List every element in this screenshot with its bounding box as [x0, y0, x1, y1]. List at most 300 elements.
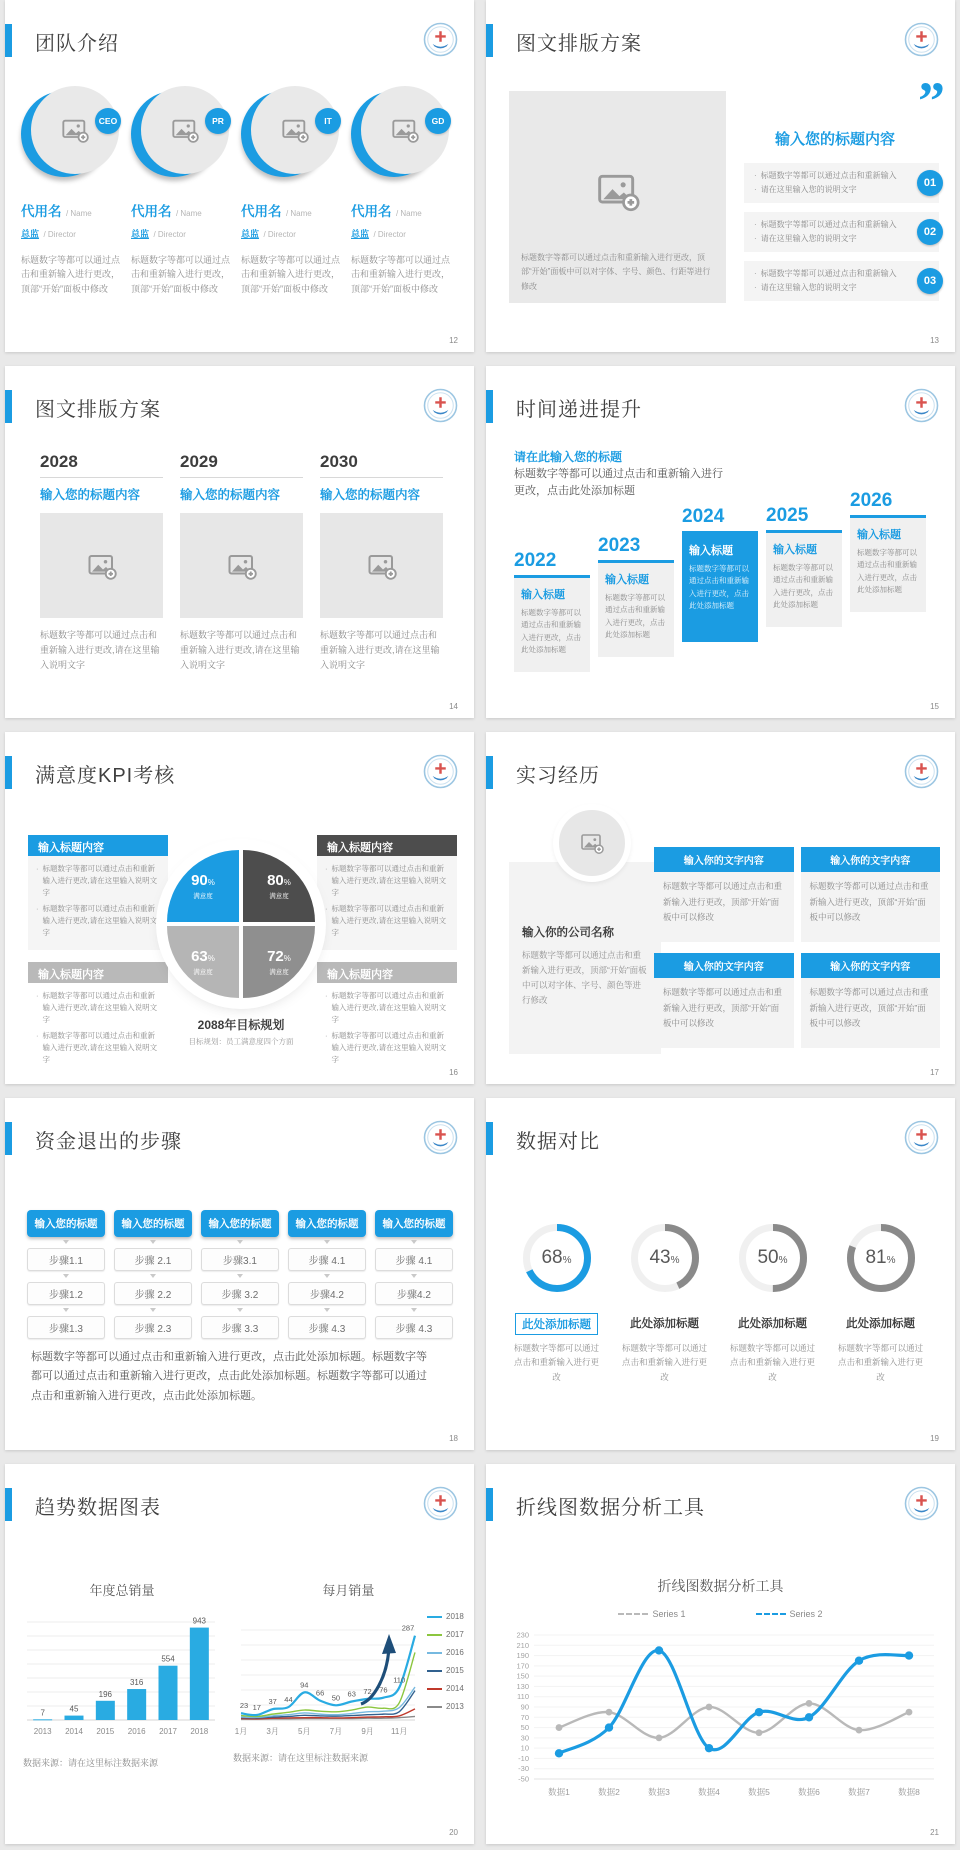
card-body: 标题数字等都可以通过点击和重新输入进行更改，顶部“开始”面板中可以修改 [654, 978, 794, 1048]
accent-bar [5, 24, 12, 57]
year-label: 2030 [320, 452, 443, 478]
donut-row [510, 1216, 927, 1384]
goal-subtitle: 目标规划：员工满意度四个方面 [188, 1037, 294, 1046]
slide-14-image-text-layout[interactable] [5, 366, 474, 718]
experience-card [654, 953, 794, 1048]
slide-13-image-text-layout[interactable] [486, 0, 955, 352]
image-add-icon [367, 551, 397, 581]
panel-header: 输入标题内容 [317, 835, 457, 856]
slide-header [486, 1098, 955, 1160]
caret-down-icon [324, 1274, 330, 1281]
step-box: 步骤4.2 [288, 1282, 366, 1305]
member-role: 总监 [241, 229, 260, 239]
donut-desc: 标题数字等都可以通过点击和重新输入进行更改 [837, 1343, 923, 1382]
card-body: 标题数字等都可以通过点击和重新输入进行更改，顶部“开始”面板中可以修改 [801, 978, 941, 1048]
svg-text:2015: 2015 [96, 1727, 115, 1736]
member-name-en: / Name [175, 209, 202, 218]
legend-swatch [427, 1706, 442, 1708]
page-number: 18 [449, 1434, 458, 1443]
legend-item: 2014 [427, 1684, 464, 1693]
page-number: 13 [930, 336, 939, 345]
svg-text:23: 23 [239, 1701, 249, 1711]
column-header-button: 输入您的标题 [201, 1210, 279, 1237]
step-title: 输入标题 [689, 545, 733, 557]
bullet-text: 标题数字等都可以通过点击和重新输入进行更改,请在这里输入说明文字 [42, 904, 158, 937]
svg-text:190: 190 [516, 1651, 529, 1661]
image-placeholder-box [180, 513, 303, 618]
slide-title: 图文排版方案 [516, 33, 642, 55]
accent-bar [486, 24, 493, 57]
slide-20-trend-charts[interactable] [5, 1464, 474, 1844]
quadrant-pie [165, 848, 317, 1000]
list-line: 请在这里输入您的说明文字 [760, 283, 857, 293]
svg-text:数据1: 数据1 [548, 1787, 570, 1797]
donut-label: 此处添加标题 [846, 1318, 915, 1330]
line-chart [233, 1602, 425, 1742]
member-role-en: / Director [373, 230, 406, 239]
list-item: · 标题数字等都可以通过点击和重新输入 · 请在这里输入您的说明文字 02 [744, 212, 939, 252]
annual-sales-chart [23, 1580, 221, 1769]
image-placeholder-box [40, 513, 163, 618]
role-badge: IT [315, 108, 341, 134]
pie-quadrant: 90% 满意度 [167, 850, 239, 922]
svg-text:2016: 2016 [127, 1727, 146, 1736]
slide-17-internship[interactable] [486, 732, 955, 1084]
page-number: 16 [449, 1068, 458, 1077]
svg-text:554: 554 [161, 1654, 175, 1664]
accent-bar [5, 1122, 12, 1155]
svg-text:10: 10 [520, 1743, 529, 1753]
step-box: 步骤 3.3 [201, 1316, 279, 1339]
list-line: 标题数字等都可以通过点击和重新输入 [760, 171, 897, 180]
member-desc: 标题数字等都可以通过点击和重新输入进行更改，顶部“开始”面板中修改 [351, 255, 451, 294]
avatar [241, 86, 339, 184]
slide-header [5, 1464, 474, 1526]
svg-text:3月: 3月 [266, 1727, 279, 1736]
donut-item [618, 1216, 711, 1384]
lead-text: 标题数字等都可以通过点击和重新输入进行更改，点击此处添加标题 [514, 468, 723, 498]
step-text: 标题数字等都可以通过点击和重新输入进行更改，点击此处添加标题 [605, 593, 665, 640]
step-box: 步骤 2.3 [114, 1316, 192, 1339]
member-role: 总监 [131, 229, 150, 239]
slide-title: 时间递进提升 [516, 399, 642, 421]
svg-text:5月: 5月 [298, 1727, 311, 1736]
donut-chart: 50 % [731, 1216, 815, 1300]
card-header: 输入你的文字内容 [801, 953, 941, 978]
svg-text:11月: 11月 [391, 1727, 408, 1736]
role-badge: CEO [95, 108, 121, 134]
image-placeholder-box [320, 513, 443, 618]
company-name: 输入你的公司名称 [522, 927, 614, 939]
svg-text:45: 45 [69, 1704, 79, 1714]
hospital-emblem-icon [904, 1486, 939, 1521]
chart-legend [486, 1609, 955, 1619]
svg-text:9月: 9月 [361, 1727, 374, 1736]
step-box: 步骤 2.2 [114, 1282, 192, 1305]
svg-text:63: 63 [347, 1689, 356, 1699]
donut-chart: 43 % [623, 1216, 707, 1300]
number-badge: 02 [917, 219, 943, 245]
legend-item: 2013 [427, 1702, 464, 1711]
slide-header [486, 732, 955, 794]
number-badge: 01 [917, 170, 943, 196]
step-text: 标题数字等都可以通过点击和重新输入进行更改，点击此处添加标题 [773, 563, 833, 610]
panel-header: 输入标题内容 [28, 835, 168, 856]
bullet-text: 标题数字等都可以通过点击和重新输入进行更改,请在这里输入说明文字 [331, 864, 447, 897]
legend-item: Series 1 [618, 1609, 685, 1619]
panel-body: · 标题数字等都可以通过点击和重新输入进行更改,请在这里输入说明文字 · 标题数字等都可以通过点击和重新输入进行更改,请在这里输入说明文字 [317, 983, 457, 1077]
hospital-emblem-icon [423, 754, 458, 789]
company-desc: 标题数字等都可以通过点击和重新输入进行更改，顶部“开始”面板中可以对字体、字号、颜色等进行修改 [522, 950, 647, 1005]
caret-down-icon [411, 1240, 417, 1247]
pie-quadrant: 80% 满意度 [243, 850, 315, 922]
source-note: 数据来源：请在这里标注数据来源 [23, 1758, 159, 1768]
step-text: 标题数字等都可以通过点击和重新输入进行更改，点击此处添加标题 [857, 548, 917, 595]
step-box: 步骤 4.1 [375, 1248, 453, 1271]
svg-text:70: 70 [520, 1712, 529, 1722]
image-add-icon [171, 116, 199, 144]
svg-text:数据2: 数据2 [598, 1787, 620, 1797]
slide-12-team-intro[interactable] [5, 0, 474, 352]
page-number: 21 [930, 1828, 939, 1837]
svg-text:数据4: 数据4 [698, 1787, 720, 1797]
column-header-button: 输入您的标题 [375, 1210, 453, 1237]
legend-swatch [427, 1634, 442, 1636]
svg-text:90: 90 [520, 1702, 529, 1712]
panel-body: · 标题数字等都可以通过点击和重新输入进行更改,请在这里输入说明文字 · 标题数字等都可以通过点击和重新输入进行更改,请在这里输入说明文字 [28, 856, 168, 950]
card-header: 输入你的文字内容 [801, 847, 941, 872]
donut-label: 此处添加标题 [630, 1318, 699, 1330]
page-number: 12 [449, 336, 458, 345]
svg-text:230: 230 [516, 1630, 529, 1640]
step-box: 步骤 2.1 [114, 1248, 192, 1271]
svg-text:-50: -50 [518, 1774, 529, 1784]
slide-header [5, 732, 474, 794]
step-column [375, 1210, 453, 1339]
member-name-en: / Name [395, 209, 422, 218]
timeline-year: 2022 [514, 550, 557, 571]
svg-text:-30: -30 [518, 1764, 529, 1774]
bullet-text: 标题数字等都可以通过点击和重新输入进行更改,请在这里输入说明文字 [331, 904, 447, 937]
legend-swatch [756, 1613, 786, 1615]
step-text: 标题数字等都可以通过点击和重新输入进行更改，点击此处添加标题 [521, 608, 581, 655]
caret-down-icon [411, 1308, 417, 1315]
svg-text:1月: 1月 [234, 1727, 248, 1736]
svg-text:150: 150 [516, 1671, 529, 1681]
slide-21-line-tool[interactable] [486, 1464, 955, 1844]
legend-swatch [618, 1613, 648, 1615]
svg-text:110: 110 [393, 1675, 406, 1685]
card-body: 标题数字等都可以通过点击和重新输入进行更改，顶部“开始”面板中可以修改 [801, 872, 941, 942]
role-badge: GD [425, 108, 451, 134]
image-placeholder-box [509, 91, 726, 303]
svg-text:2018: 2018 [190, 1727, 209, 1736]
svg-text:-10: -10 [518, 1753, 529, 1763]
year-column [180, 452, 303, 673]
caret-down-icon [63, 1240, 69, 1247]
member-desc: 标题数字等都可以通过点击和重新输入进行更改，顶部“开始”面板中修改 [21, 255, 121, 294]
svg-text:2017: 2017 [159, 1727, 177, 1736]
member-role: 总监 [21, 229, 40, 239]
slide-title: 团队介绍 [35, 33, 119, 55]
number-badge: 03 [917, 268, 943, 294]
year-column [320, 452, 443, 673]
caret-down-icon [63, 1308, 69, 1315]
company-avatar [553, 804, 631, 882]
step-box: 步骤1.1 [27, 1248, 105, 1271]
caret-down-icon [150, 1308, 156, 1315]
company-card [509, 862, 661, 1054]
svg-text:210: 210 [516, 1640, 529, 1650]
chart-legend [427, 1602, 464, 1742]
svg-text:数据7: 数据7 [848, 1787, 870, 1797]
image-add-icon [227, 551, 257, 581]
member-role-en: / Director [263, 230, 296, 239]
hospital-emblem-icon [423, 1486, 458, 1521]
monthly-sales-chart [233, 1580, 464, 1769]
bullet-text: 标题数字等都可以通过点击和重新输入进行更改,请在这里输入说明文字 [42, 1031, 158, 1064]
svg-text:30: 30 [520, 1733, 529, 1743]
svg-text:数据5: 数据5 [748, 1787, 770, 1797]
accent-bar [486, 1122, 493, 1155]
experience-cards [654, 847, 940, 1048]
goal-title: 2088年目标规划 [197, 1018, 285, 1032]
panel-body: · 标题数字等都可以通过点击和重新输入进行更改,请在这里输入说明文字 · 标题数字等都可以通过点击和重新输入进行更改,请在这里输入说明文字 [317, 856, 457, 950]
avatar [351, 86, 449, 184]
slide-title: 资金退出的步骤 [35, 1131, 182, 1153]
member-role: 总监 [351, 229, 370, 239]
slide-title: 实习经历 [516, 765, 600, 787]
page-number: 15 [930, 702, 939, 711]
hospital-emblem-icon [904, 754, 939, 789]
timeline-step [850, 490, 926, 612]
svg-text:196: 196 [98, 1689, 113, 1699]
member-name-en: / Name [65, 209, 92, 218]
experience-card [801, 847, 941, 942]
timeline-year: 2023 [598, 535, 641, 556]
legend-item: 2015 [427, 1666, 464, 1675]
panel-body: · 标题数字等都可以通过点击和重新输入进行更改,请在这里输入说明文字 · 标题数字等都可以通过点击和重新输入进行更改,请在这里输入说明文字 [28, 983, 168, 1077]
caret-down-icon [63, 1274, 69, 1281]
slide-19-data-compare[interactable] [486, 1098, 955, 1450]
team-member [351, 86, 454, 296]
image-add-icon [87, 551, 117, 581]
goal-caption [146, 1016, 336, 1047]
svg-text:44: 44 [284, 1695, 293, 1705]
page-number: 19 [930, 1434, 939, 1443]
caret-down-icon [411, 1274, 417, 1281]
donut-item [510, 1216, 603, 1384]
page-number: 14 [449, 702, 458, 711]
card-header: 输入你的文字内容 [654, 953, 794, 978]
card-header: 输入你的文字内容 [654, 847, 794, 872]
donut-desc: 标题数字等都可以通过点击和重新输入进行更改 [729, 1343, 815, 1382]
step-box: 步骤 4.1 [288, 1248, 366, 1271]
donut-item [834, 1216, 927, 1384]
team-member [131, 86, 234, 296]
slide-title: 满意度KPI考核 [35, 765, 176, 787]
slide-16-kpi[interactable] [5, 732, 474, 1084]
image-add-icon [61, 116, 89, 144]
source-note: 数据来源：请在这里标注数据来源 [233, 1753, 369, 1763]
slide-header [486, 0, 955, 62]
image-add-icon [391, 116, 419, 144]
image-add-icon [281, 116, 309, 144]
svg-text:66: 66 [315, 1688, 325, 1698]
legend-item: 2018 [427, 1612, 464, 1621]
avatar [21, 86, 119, 184]
step-title: 输入标题 [521, 589, 565, 601]
hospital-emblem-icon [904, 388, 939, 423]
list-item: · 标题数字等都可以通过点击和重新输入 · 请在这里输入您的说明文字 01 [744, 163, 939, 203]
member-name: 代用名 [241, 204, 282, 219]
timeline-step-highlighted [682, 506, 758, 642]
chart-title: 每月销量 [322, 1583, 375, 1598]
bar-chart [23, 1602, 221, 1742]
donut-desc: 标题数字等都可以通过点击和重新输入进行更改 [513, 1343, 599, 1382]
column-header-button: 输入您的标题 [288, 1210, 366, 1237]
kpi-panel-right [317, 835, 457, 1077]
step-title: 输入标题 [605, 574, 649, 586]
step-box: 步骤1.2 [27, 1282, 105, 1305]
line-chart [498, 1627, 942, 1809]
slide-header [5, 0, 474, 62]
list-line: 标题数字等都可以通过点击和重新输入 [760, 269, 897, 278]
svg-text:数据6: 数据6 [798, 1787, 820, 1797]
legend-swatch [427, 1670, 442, 1672]
step-box: 步骤3.1 [201, 1248, 279, 1271]
image-add-icon [596, 169, 640, 213]
step-column [114, 1210, 192, 1339]
timeline-year: 2024 [682, 506, 725, 527]
pie-quadrant: 72% 满意度 [243, 926, 315, 998]
slide-title: 数据对比 [516, 1131, 600, 1153]
role-badge: PR [205, 108, 231, 134]
avatar [131, 86, 229, 184]
svg-text:7: 7 [40, 1708, 45, 1718]
svg-text:17: 17 [252, 1703, 261, 1713]
caret-down-icon [324, 1308, 330, 1315]
bullet-text: 标题数字等都可以通过点击和重新输入进行更改,请在这里输入说明文字 [42, 991, 158, 1024]
hospital-emblem-icon [423, 388, 458, 423]
svg-text:37: 37 [268, 1697, 277, 1707]
bullet-text: 标题数字等都可以通过点击和重新输入进行更改,请在这里输入说明文字 [42, 864, 158, 897]
donut-label: 此处添加标题 [515, 1313, 598, 1335]
donut-chart: 68 % [515, 1216, 599, 1300]
column-heading: 输入您的标题内容 [320, 488, 421, 502]
svg-text:130: 130 [516, 1681, 529, 1691]
timeline-step [766, 505, 842, 627]
svg-text:287: 287 [401, 1623, 415, 1633]
svg-text:50: 50 [331, 1693, 341, 1703]
column-caption: 标题数字等都可以通过点击和重新输入进行更改,请在这里输入说明文字 [320, 630, 440, 670]
step-column [201, 1210, 279, 1339]
legend-item: 2016 [427, 1648, 464, 1657]
step-text: 标题数字等都可以通过点击和重新输入进行更改，点击此处添加标题 [689, 564, 749, 611]
member-desc: 标题数字等都可以通过点击和重新输入进行更改，顶部“开始”面板中修改 [131, 255, 231, 294]
year-label: 2029 [180, 452, 303, 478]
member-name: 代用名 [131, 204, 172, 219]
quote-mark-icon: ” [918, 71, 945, 131]
svg-text:170: 170 [516, 1661, 529, 1671]
legend-swatch [427, 1652, 442, 1654]
slide-header [5, 366, 474, 428]
slide-15-timeline[interactable] [486, 366, 955, 718]
section-heading: 输入您的标题内容 [774, 131, 895, 148]
hospital-emblem-icon [423, 22, 458, 57]
member-name-en: / Name [285, 209, 312, 218]
slide-18-steps[interactable] [5, 1098, 474, 1450]
legend-swatch [427, 1616, 442, 1618]
donut-desc: 标题数字等都可以通过点击和重新输入进行更改 [621, 1343, 707, 1382]
caret-down-icon [237, 1308, 243, 1315]
step-columns [27, 1210, 453, 1339]
column-heading: 输入您的标题内容 [40, 488, 141, 502]
page-number: 17 [930, 1068, 939, 1077]
svg-text:110: 110 [517, 1692, 529, 1702]
legend-item: 2017 [427, 1630, 464, 1639]
slide-title: 图文排版方案 [35, 399, 161, 421]
step-column [288, 1210, 366, 1339]
slide-header [486, 1464, 955, 1526]
year-column [40, 452, 163, 673]
svg-text:72: 72 [363, 1686, 372, 1696]
hospital-emblem-icon [904, 22, 939, 57]
svg-text:2014: 2014 [65, 1727, 83, 1736]
accent-bar [486, 390, 493, 423]
timeline-year: 2025 [766, 505, 809, 526]
timeline-step [598, 535, 674, 657]
step-box: 步骤4.2 [375, 1282, 453, 1305]
step-box: 步骤 4.3 [288, 1316, 366, 1339]
column-header-button: 输入您的标题 [27, 1210, 105, 1237]
panel-header: 输入标题内容 [28, 962, 168, 983]
slide-header [486, 366, 955, 428]
svg-text:76: 76 [379, 1685, 388, 1695]
step-box: 步骤 3.2 [201, 1282, 279, 1305]
hospital-emblem-icon [904, 1120, 939, 1155]
member-role-en: / Director [43, 230, 76, 239]
svg-text:数据3: 数据3 [648, 1787, 670, 1797]
image-caption: 标题数字等都可以通过点击和重新输入进行更改，顶部“开始”面板中可以对字体、字号、颜色、行距等进行修改 [521, 252, 711, 291]
team-member [241, 86, 344, 296]
panel-header: 输入标题内容 [317, 962, 457, 983]
slide-header [5, 1098, 474, 1160]
accent-bar [5, 390, 12, 423]
page-number: 20 [449, 1828, 458, 1837]
accent-bar [486, 756, 493, 789]
member-desc: 标题数字等都可以通过点击和重新输入进行更改，顶部“开始”面板中修改 [241, 255, 341, 294]
chart-title: 年度总销量 [89, 1583, 155, 1598]
member-role-en: / Director [153, 230, 186, 239]
experience-card [654, 847, 794, 942]
list-line: 标题数字等都可以通过点击和重新输入 [760, 220, 897, 229]
svg-text:943: 943 [192, 1616, 207, 1626]
caret-down-icon [237, 1274, 243, 1281]
team-members-row [5, 86, 474, 296]
list-line: 请在这里输入您的说明文字 [760, 185, 857, 195]
bullet-text: 标题数字等都可以通过点击和重新输入进行更改,请在这里输入说明文字 [331, 991, 447, 1024]
column-header-button: 输入您的标题 [114, 1210, 192, 1237]
accent-bar [486, 1488, 493, 1521]
experience-card [801, 953, 941, 1048]
list-item: · 标题数字等都可以通过点击和重新输入 · 请在这里输入您的说明文字 03 [744, 261, 939, 301]
svg-text:2013: 2013 [33, 1727, 52, 1736]
year-label: 2028 [40, 452, 163, 478]
timeline-year: 2026 [850, 490, 893, 511]
svg-text:50: 50 [520, 1723, 529, 1733]
timeline-step [514, 550, 590, 672]
